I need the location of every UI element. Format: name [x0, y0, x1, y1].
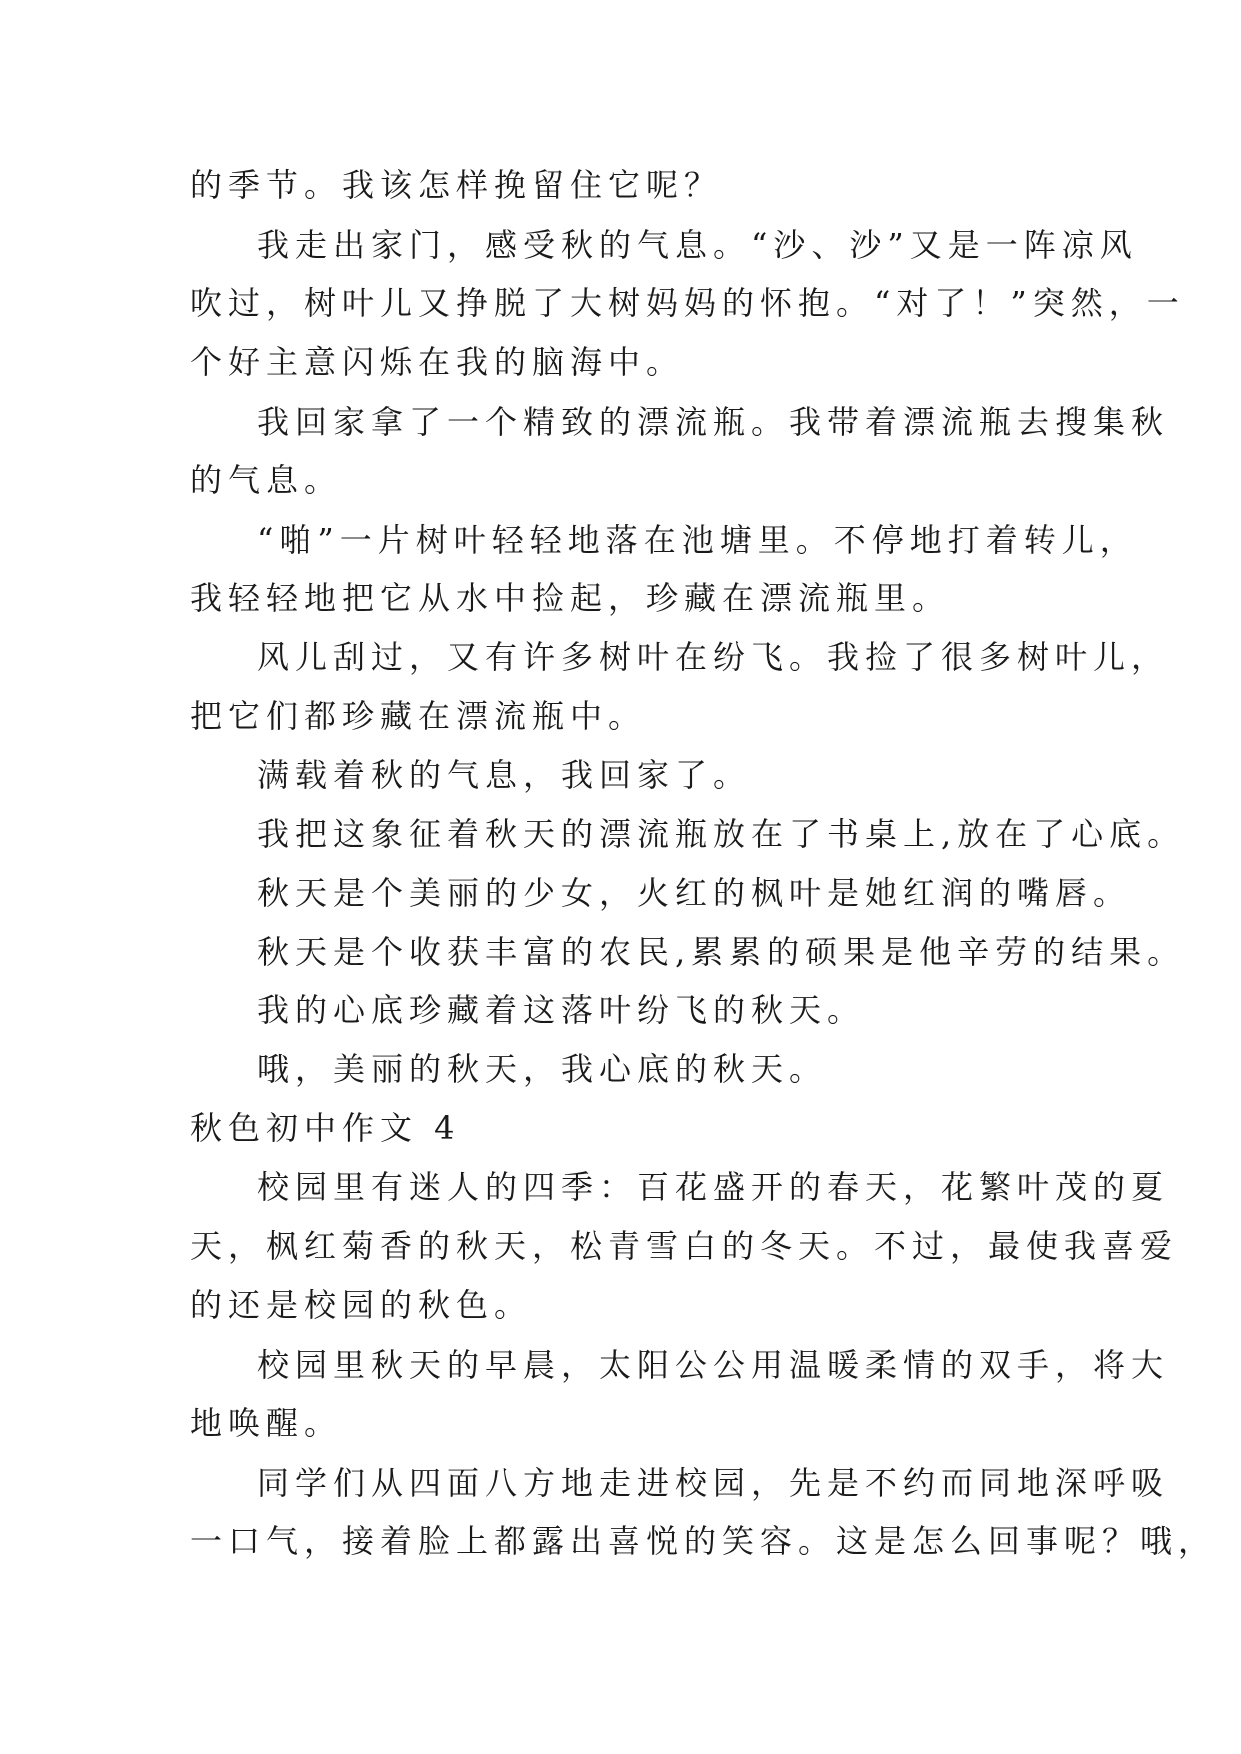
text-line: 个好主意闪烁在我的脑海中。 — [190, 343, 685, 381]
text-line: 风儿刮过，又有许多树叶在纷飞。我捡了很多树叶儿， — [257, 638, 1170, 676]
text-line: 满载着秋的气息，我回家了。 — [257, 756, 752, 794]
text-line: 我回家拿了一个精致的漂流瓶。我带着漂流瓶去搜集秋 — [257, 403, 1170, 441]
text-line: 校园里秋天的早晨，太阳公公用温暖柔情的双手，将大 — [257, 1346, 1170, 1384]
text-line: 天，枫红菊香的秋天，松青雪白的冬天。不过，最使我喜爱 — [190, 1227, 1179, 1265]
section-heading: 秋色初中作文 4 — [190, 1109, 461, 1147]
text-line: 我走出家门，感受秋的气息。“沙、沙”又是一阵凉风 — [257, 226, 1138, 264]
text-line: 地唤醒。 — [190, 1404, 343, 1442]
text-line: 同学们从四面八方地走进校园，先是不约而同地深呼吸 — [257, 1464, 1170, 1502]
text-line: 一口气，接着脸上都露出喜悦的笑容。这是怎么回事呢？哦， — [190, 1522, 1217, 1560]
text-line: 我轻轻地把它从水中捡起，珍藏在漂流瓶里。 — [190, 579, 951, 617]
text-line: 我把这象征着秋天的漂流瓶放在了书桌上,放在了心底。 — [257, 815, 1186, 853]
text-line: 的季节。我该怎样挽留住它呢？ — [190, 166, 723, 204]
text-line: 秋天是个美丽的少女，火红的枫叶是她红润的嘴唇。 — [257, 874, 1132, 912]
text-line: 校园里有迷人的四季：百花盛开的春天，花繁叶茂的夏 — [257, 1168, 1170, 1206]
text-line: 的气息。 — [190, 461, 343, 499]
text-line: 哦，美丽的秋天，我心底的秋天。 — [257, 1050, 828, 1088]
text-line: 我的心底珍藏着这落叶纷飞的秋天。 — [257, 991, 866, 1029]
text-line: 把它们都珍藏在漂流瓶中。 — [190, 697, 647, 735]
text-line: “啪”一片树叶轻轻地落在池塘里。不停地打着转儿， — [257, 521, 1138, 559]
text-line: 吹过，树叶儿又挣脱了大树妈妈的怀抱。“对了！”突然，一 — [190, 284, 1185, 322]
text-line: 秋天是个收获丰富的农民,累累的硕果是他辛劳的结果。 — [257, 933, 1186, 971]
text-line: 的还是校园的秋色。 — [190, 1286, 533, 1324]
